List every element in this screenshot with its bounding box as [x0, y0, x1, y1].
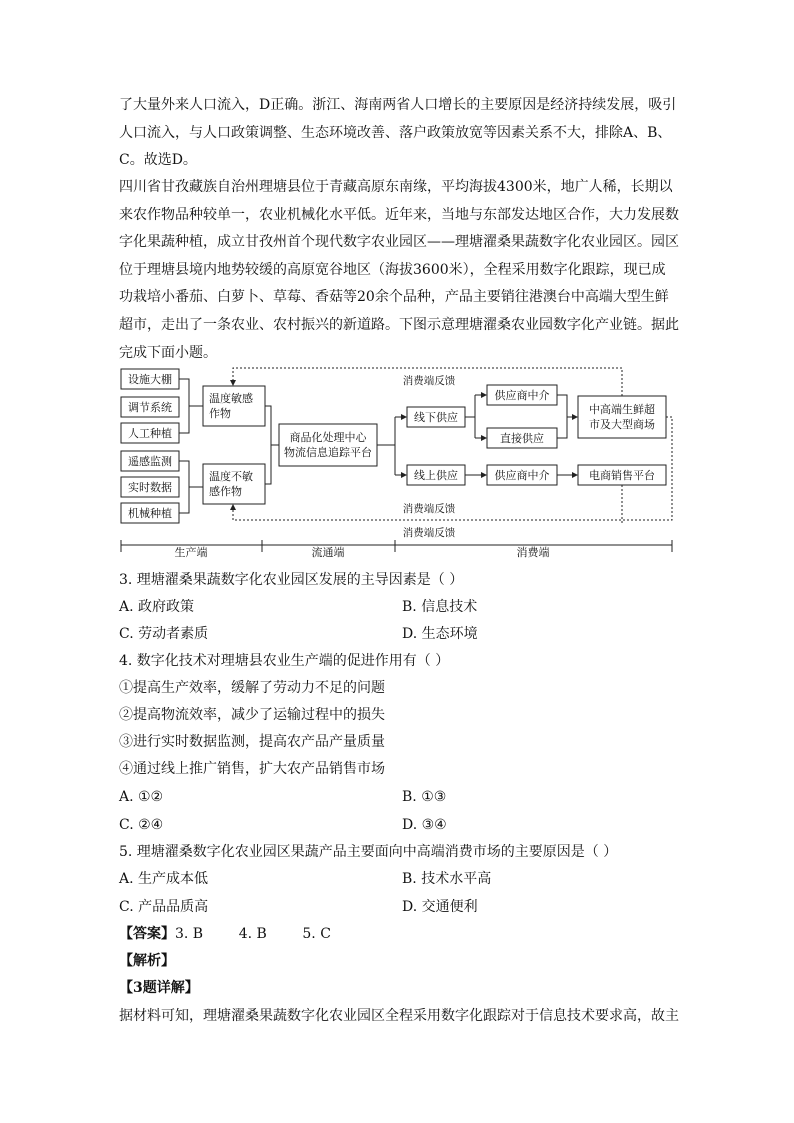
label-processing-center-2: 物流信息追踪平台	[284, 446, 372, 459]
question-5-stem: 5. 理塘濯桑数字化农业园区果蔬产品主要面向中高端消费市场的主要原因是（ ）	[119, 844, 618, 860]
label-temp-insensitive-2: 感作物	[209, 485, 242, 498]
label-offline-supply: 线下供应	[414, 411, 458, 424]
label-temp-sensitive-2: 作物	[209, 407, 231, 420]
answer-text: 3. B 4. B 5. C	[175, 926, 331, 942]
label-supplier-offline: 供应商中介	[494, 389, 550, 402]
detail-label: 【3题详解】	[119, 980, 199, 996]
q5-option-c[interactable]: C. 产品品质高	[119, 899, 209, 915]
q4-option-a[interactable]: A. ①②	[119, 789, 164, 805]
material-paragraph: 四川省甘孜藏族自治州理塘县位于青藏高原东南缘，平均海拔4300米，地广人稀，长期以来农作物品种较单一，农业机械化水平低。近年来，当地与东部发达地区合作，大力发展数字化果蔬种植，成立甘孜州首个现代数字农业园区——理塘濯桑果蔬数字化农业园区。园区位于理塘县境内地势较缓的高原宽谷地区（海拔3600米），全程采用数字化跟踪，现已成功栽培小番茄、白萝卜、草莓、香菇等20余个品种，产品主要销往港澳台中高端大型生鲜超市，走出了一条农业、农村振兴的新道路。下图示意理塘濯桑农业园数字化产业链。据此完成下面小题。	[119, 179, 679, 361]
industry-chain-diagram	[119, 362, 675, 562]
label-realtime-data: 实时数据	[128, 481, 172, 494]
q3-option-d[interactable]: D. 生态环境	[402, 626, 478, 642]
answer-line	[119, 924, 331, 944]
label-temp-sensitive-1: 温度敏感	[209, 392, 253, 405]
label-facility-greenhouse: 设施大棚	[128, 373, 172, 386]
q4-statement-4: ④通过线上推广销售，扩大农产品销售市场	[119, 761, 385, 777]
label-high-end-market-2: 市及大型商场	[589, 418, 655, 431]
label-feedback-bottom: 消费端反馈	[402, 527, 456, 539]
intro-paragraph: 了大量外来人口流入，D正确。浙江、海南两省人口增长的主要原因是经济持续发展，吸引人口流入，与人口政策调整、生态环境改善、落户政策放宽等因素关系不大，排除A、B、C。故选D。	[119, 97, 677, 169]
label-regulation-system: 调节系统	[128, 401, 172, 414]
q5-option-d[interactable]: D. 交通便利	[402, 899, 478, 915]
label-feedback-mid: 消费端反馈	[402, 503, 456, 515]
label-manual-planting: 人工种植	[128, 427, 172, 440]
label-mechanical-planting: 机械种植	[128, 507, 172, 520]
q3-option-b[interactable]: B. 信息技术	[402, 599, 478, 615]
q4-statement-1: ①提高生产效率，缓解了劳动力不足的问题	[119, 680, 385, 696]
label-stage-consumption: 消费端	[516, 546, 550, 559]
label-online-supply: 线上供应	[414, 469, 458, 482]
detail-text: 据材料可知，理塘濯桑果蔬数字化农业园区全程采用数字化跟踪对于信息技术要求高，故主	[119, 1008, 679, 1024]
label-ecommerce-platform: 电商销售平台	[589, 469, 655, 482]
label-supplier-online: 供应商中介	[494, 469, 550, 482]
q3-option-a[interactable]: A. 政府政策	[119, 599, 195, 615]
analysis-label: 【解析】	[119, 953, 175, 969]
label-processing-center-1: 商品化处理中心	[289, 431, 367, 444]
q4-statement-2: ②提高物流效率，减少了运输过程中的损失	[119, 707, 385, 723]
q4-option-d[interactable]: D. ③④	[402, 817, 447, 833]
label-stage-circulation: 流通端	[311, 546, 345, 559]
label-direct-supply: 直接供应	[500, 432, 544, 445]
label-high-end-market-1: 中高端生鲜超	[589, 403, 655, 416]
q5-option-a[interactable]: A. 生产成本低	[119, 871, 209, 887]
answer-label: 【答案】	[119, 926, 175, 942]
label-remote-sensing: 遥感监测	[128, 455, 172, 468]
q4-option-b[interactable]: B. ①③	[402, 789, 447, 805]
label-stage-production: 生产端	[174, 546, 208, 559]
q4-option-c[interactable]: C. ②④	[119, 817, 164, 833]
q5-option-b[interactable]: B. 技术水平高	[402, 871, 492, 887]
question-4-stem: 4. 数字化技术对理塘县农业生产端的促进作用有（ ）	[119, 653, 450, 669]
q3-option-c[interactable]: C. 劳动者素质	[119, 626, 209, 642]
label-feedback-top: 消费端反馈	[402, 375, 456, 387]
q4-statement-3: ③进行实时数据监测，提高农产品产量质量	[119, 734, 385, 750]
label-temp-insensitive-1: 温度不敏	[209, 470, 253, 483]
question-3-stem: 3. 理塘濯桑果蔬数字化农业园区发展的主导因素是（ ）	[119, 572, 464, 588]
